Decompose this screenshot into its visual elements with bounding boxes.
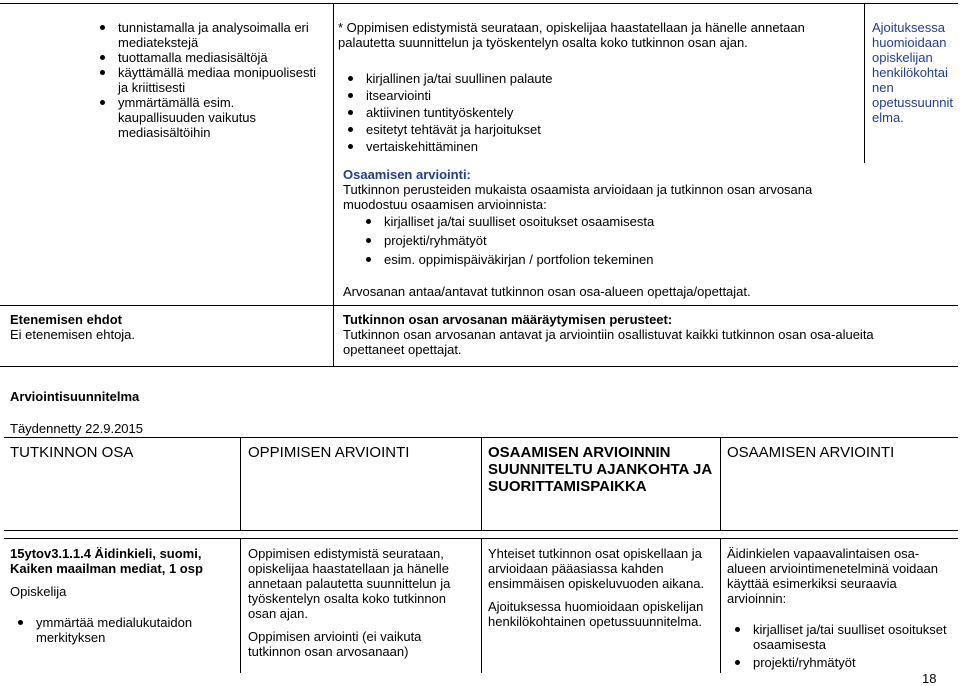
list-item: esitetyt tehtävät ja harjoitukset	[340, 122, 820, 137]
grading-basis	[343, 312, 938, 357]
header-arvioinnin-ajankohta: OSAAMISEN ARVIOINNIN SUUNNITELTU AJANKOHTA JA SUORITTAMISPAIKKA	[488, 444, 712, 495]
course-title: 15ytov3.1.1.4 Äidinkieli, suomi, Kaiken maailman mediat, 1 osp	[10, 546, 203, 576]
top-left-list	[92, 20, 317, 140]
grading-basis-heading: Tutkinnon osan arvosanan määräytymisen perusteet:	[343, 312, 673, 327]
list-item: ymmärtämällä esim. kaupallisuuden vaikutus mediasisältöihin	[92, 95, 317, 140]
grade-responsibility: Arvosanan antaa/antavat tutkinnon osan osa-alueen opettaja/opettajat.	[343, 284, 751, 299]
list-item: projekti/ryhmätyöt	[727, 655, 953, 670]
top-table-col-divider-1	[333, 3, 334, 366]
grading-basis-text: Tutkinnon osan arvosanan antavat ja arviointiin osallistuvat kaikki tutkinnon osan osa-alueita opettaneet opettajat.	[343, 327, 874, 357]
header-osaamisen-arviointi: OSAAMISEN ARVIOINTI	[727, 444, 895, 461]
list-item: käyttämällä mediaa monipuolisesti ja kriittisesti	[92, 65, 317, 95]
updated-date: Täydennetty 22.9.2015	[10, 421, 143, 436]
timing-text: Yhteiset tutkinnon osat opiskellaan ja arvioidaan pääasiassa kahden ensimmäisen opiskeluvuoden aikana.	[488, 546, 705, 591]
list-item: vertaiskehittäminen	[340, 139, 820, 154]
table-header-bottom	[4, 530, 958, 531]
top-mid-intro: * Oppimisen edistymistä seurataan, opiskelijaa haastatellaan ja hänelle annetaan palautetta suunnittelun ja työskentelyn osalta koko tutkinnon osan ajan.	[338, 20, 805, 50]
list-item: ymmärtää medialukutaidon merkityksen	[10, 615, 234, 645]
page-title: Arviointisuunnitelma	[10, 389, 140, 404]
assessment-block	[343, 167, 848, 299]
course-objectives-list	[10, 615, 234, 645]
table-col-divider-2-row	[481, 538, 482, 673]
course-subject: Opiskelija	[10, 584, 67, 599]
table-col-divider-1	[240, 437, 241, 530]
prerequisites-text: Ei etenemisen ehtoja.	[10, 327, 136, 342]
timing-note-text: Ajoituksessa huomioidaan opiskelijan henkilökohtainen opetussuunnitelma.	[488, 599, 704, 629]
assessment-heading: Osaamisen arviointi:	[343, 167, 471, 182]
learning-assessment-note: Oppimisen arviointi (ei vaikuta tutkinnon osan arvosanaan)	[248, 629, 422, 659]
row-cell-assessment-timing	[488, 546, 714, 629]
prerequisites-heading: Etenemisen ehdot	[10, 312, 122, 327]
table-col-divider-2	[481, 437, 482, 530]
row-cell-learning-assessment	[248, 546, 468, 659]
list-item: tuottamalla mediasisältöjä	[92, 50, 317, 65]
list-item: projekti/ryhmätyöt	[358, 233, 848, 248]
top-table-border-bottom	[0, 366, 958, 367]
page-number: 18	[922, 671, 937, 686]
table-col-divider-1-row	[240, 538, 241, 673]
row-cell-competence-assessment	[727, 546, 953, 670]
assessment-list	[358, 214, 848, 267]
list-item: tunnistamalla ja analysoimalla eri mediatekstejä	[92, 20, 317, 50]
table-col-divider-3	[720, 437, 721, 530]
timing-note: Ajoituksessa huomioidaan opiskelijan henkilökohtainen opetussuunnitelma.	[872, 20, 953, 125]
list-item: kirjalliset ja/tai suulliset osoitukset osaamisesta	[358, 214, 848, 229]
prerequisites	[10, 312, 325, 342]
assessment-text: Tutkinnon perusteiden mukaista osaamista arvioidaan ja tutkinnon osan arvosana muodostuu osaamisen arvioinnista:	[343, 182, 813, 212]
top-mid-list	[340, 71, 820, 154]
row-cell-course	[10, 546, 234, 645]
header-tutkinnon-osa: TUTKINNON OSA	[10, 444, 134, 461]
table-col-divider-3-row	[720, 538, 721, 673]
top-table-border-top	[0, 3, 958, 4]
header-oppimisen-arviointi: OPPIMISEN ARVIOINTI	[248, 444, 410, 461]
top-table-col-divider-2	[864, 3, 865, 163]
top-table-divider	[0, 305, 958, 306]
list-item: kirjallinen ja/tai suullinen palaute	[340, 71, 820, 86]
list-item: kirjalliset ja/tai suulliset osoitukset osaamisesta	[727, 622, 953, 652]
list-item: itsearviointi	[340, 88, 820, 103]
list-item: aktiivinen tuntityöskentely	[340, 105, 820, 120]
list-item: esim. oppimispäiväkirjan / portfolion tekeminen	[358, 252, 848, 267]
learning-assessment-text: Oppimisen edistymistä seurataan, opiskelijaa haastatellaan ja hänelle annetaan palautetta suunnittelun ja työskentelyn osalta koko tutkinnon osan ajan.	[248, 546, 451, 621]
competence-methods-text: Äidinkielen vapaavalintaisen osa-alueen arviointimenetelminä voidaan käyttää esimerkiksi seuraavia arvioinnin:	[727, 546, 939, 606]
competence-methods-list	[727, 622, 953, 670]
